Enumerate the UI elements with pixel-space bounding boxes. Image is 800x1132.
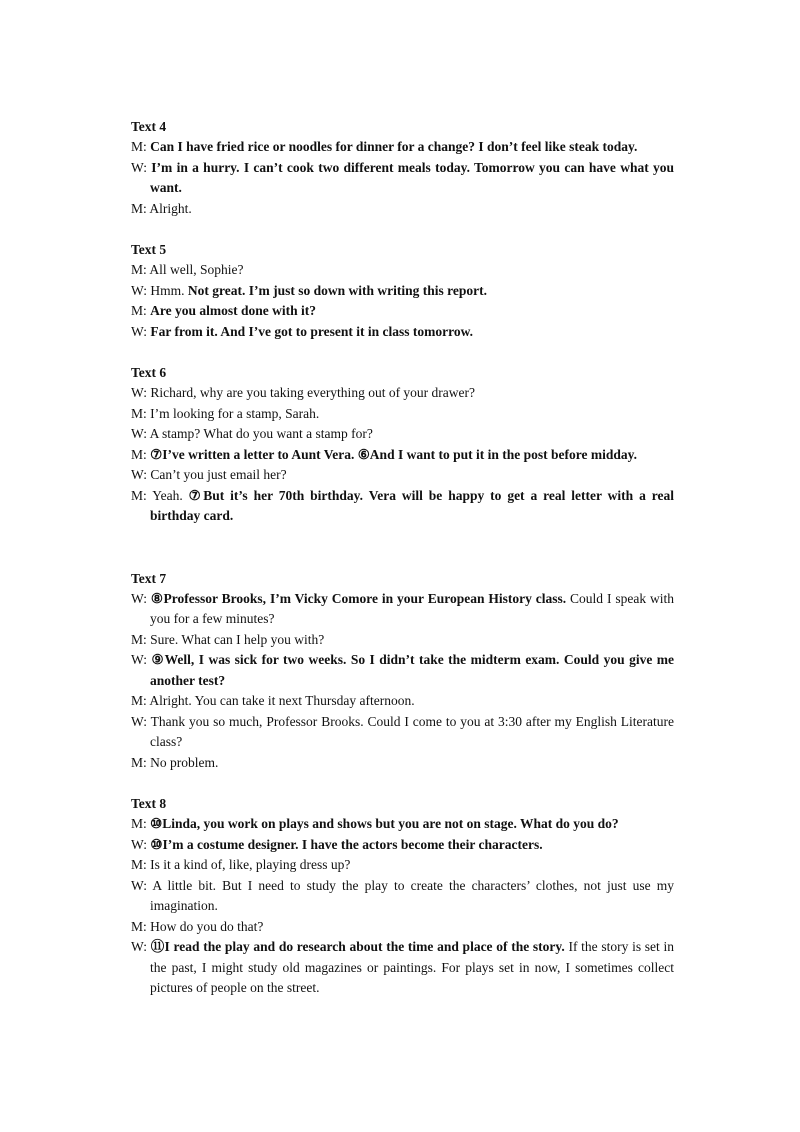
dialogue-text: I’m looking for a stamp, Sarah. bbox=[150, 405, 320, 421]
speaker-label: W: bbox=[131, 385, 147, 400]
dialogue-text: Can’t you just email her? bbox=[150, 467, 287, 482]
dialogue-line bbox=[131, 917, 674, 938]
dialogue-text: Richard, why are you taking everything out of your drawer? bbox=[150, 385, 476, 400]
dialogue-line bbox=[131, 630, 674, 651]
section-text-7 bbox=[131, 569, 674, 774]
dialogue-text: Can I have fried rice or noodles for dinner for a change? I don’t feel like steak today. bbox=[150, 139, 638, 154]
speaker-label: W: bbox=[131, 713, 147, 729]
dialogue-line bbox=[131, 281, 674, 302]
dialogue-text: Could I speak with you for a few minutes? bbox=[150, 590, 674, 626]
speaker-label: M: bbox=[131, 262, 147, 277]
dialogue-line bbox=[131, 937, 674, 999]
dialogue-text: ⑪I read the play and do research about the time and place of the story. bbox=[150, 939, 565, 954]
dialogue-text: ⑦I’ve written a letter to Aunt Vera. ⑥And I want to put it in the post before midday. bbox=[150, 446, 637, 462]
speaker-label: M: bbox=[131, 405, 147, 421]
dialogue-text: Alright. bbox=[149, 200, 192, 216]
speaker-label: M: bbox=[131, 446, 147, 462]
dialogue-line bbox=[131, 814, 674, 835]
dialogue-line bbox=[131, 383, 674, 404]
dialogue-line bbox=[131, 199, 674, 220]
speaker-label: W: bbox=[131, 426, 147, 441]
speaker-label: W: bbox=[131, 836, 147, 852]
dialogue-line bbox=[131, 260, 674, 281]
section-text-5 bbox=[131, 240, 674, 342]
speaker-label: M: bbox=[131, 857, 147, 872]
dialogue-text: Alright. You can take it next Thursday afternoon. bbox=[149, 693, 415, 708]
speaker-label: M: bbox=[131, 487, 147, 503]
dialogue-text: Thank you so much, Professor Brooks. Could I come to you at 3:30 after my English Literature class? bbox=[150, 713, 675, 749]
section-spacer bbox=[131, 219, 674, 240]
dialogue-line bbox=[131, 137, 674, 158]
speaker-label: W: bbox=[131, 323, 147, 339]
speaker-label: W: bbox=[131, 282, 147, 298]
dialogue-text: Is it a kind of, like, playing dress up? bbox=[150, 857, 351, 872]
dialogue-text: How do you do that? bbox=[150, 918, 264, 934]
section-title: Text 5 bbox=[131, 242, 167, 257]
speaker-label: W: bbox=[131, 467, 147, 482]
dialogue-text: ⑦But it’s her 70th birthday. Vera will be happy to get a real letter with a real birthday card. bbox=[150, 487, 674, 523]
section-text-6 bbox=[131, 363, 674, 527]
speaker-label: M: bbox=[131, 631, 147, 647]
dialogue-text: Far from it. And I’ve got to present it in class tomorrow. bbox=[150, 323, 473, 339]
speaker-label: M: bbox=[131, 816, 147, 831]
section-title: Text 6 bbox=[131, 365, 167, 380]
dialogue-line bbox=[131, 404, 674, 425]
document bbox=[131, 117, 674, 999]
dialogue-text: All well, Sophie? bbox=[149, 262, 244, 277]
dialogue-text: Not great. I’m just so down with writing this report. bbox=[187, 282, 488, 298]
dialogue-line bbox=[131, 301, 674, 322]
speaker-label: W: bbox=[131, 877, 147, 893]
dialogue-line bbox=[131, 445, 674, 466]
dialogue-text: Sure. What can I help you with? bbox=[150, 631, 325, 647]
dialogue-line bbox=[131, 855, 674, 876]
speaker-label: M: bbox=[131, 754, 147, 770]
dialogue-text: ⑨Well, I was sick for two weeks. So I didn’t take the midterm exam. Could you give me another test? bbox=[150, 652, 675, 688]
dialogue-text: I’m in a hurry. I can’t cook two different meals today. Tomorrow you can have what you want. bbox=[150, 159, 674, 195]
speaker-label: W: bbox=[131, 159, 147, 175]
dialogue-line bbox=[131, 876, 674, 917]
dialogue-line bbox=[131, 712, 674, 753]
dialogue-text: Hmm. bbox=[150, 282, 188, 298]
section-spacer bbox=[131, 342, 674, 363]
dialogue-text: No problem. bbox=[150, 754, 219, 770]
dialogue-line bbox=[131, 753, 674, 774]
speaker-label: M: bbox=[131, 303, 147, 318]
section-title: Text 7 bbox=[131, 570, 167, 586]
section-title: Text 8 bbox=[131, 796, 167, 811]
dialogue-line bbox=[131, 158, 674, 199]
section-text-8 bbox=[131, 794, 674, 999]
speaker-label: M: bbox=[131, 918, 147, 934]
speaker-label: W: bbox=[131, 939, 147, 954]
speaker-label: M: bbox=[131, 693, 147, 708]
dialogue-text: Yeah. bbox=[152, 487, 189, 503]
speaker-label: M: bbox=[131, 139, 147, 154]
dialogue-text: A little bit. But I need to study the play to create the characters’ clothes, not just use my imagination. bbox=[150, 877, 675, 913]
dialogue-text: Are you almost done with it? bbox=[150, 303, 317, 318]
dialogue-line bbox=[131, 691, 674, 712]
dialogue-line bbox=[131, 465, 674, 486]
dialogue-line bbox=[131, 322, 674, 343]
dialogue-line bbox=[131, 424, 674, 445]
section-spacer bbox=[131, 527, 674, 569]
dialogue-line bbox=[131, 589, 674, 630]
speaker-label: M: bbox=[131, 200, 147, 216]
section-text-4 bbox=[131, 117, 674, 219]
section-spacer bbox=[131, 773, 674, 794]
speaker-label: W: bbox=[131, 652, 147, 667]
dialogue-line bbox=[131, 486, 674, 527]
dialogue-text: ⑩Linda, you work on plays and shows but you are not on stage. What do you do? bbox=[150, 816, 619, 831]
dialogue-text: ⑧Professor Brooks, I’m Vicky Comore in your European History class. bbox=[150, 590, 567, 606]
speaker-label: W: bbox=[131, 590, 147, 606]
dialogue-text: If the story is set in the past, I might study old magazines or paintings. For plays set in now, I sometimes collect pictures of people on the street. bbox=[150, 939, 674, 995]
section-title: Text 4 bbox=[131, 119, 167, 134]
dialogue-text: ⑩I’m a costume designer. I have the actors become their characters. bbox=[150, 836, 543, 852]
dialogue-line bbox=[131, 650, 674, 691]
dialogue-line bbox=[131, 835, 674, 856]
dialogue-text: A stamp? What do you want a stamp for? bbox=[149, 426, 373, 441]
